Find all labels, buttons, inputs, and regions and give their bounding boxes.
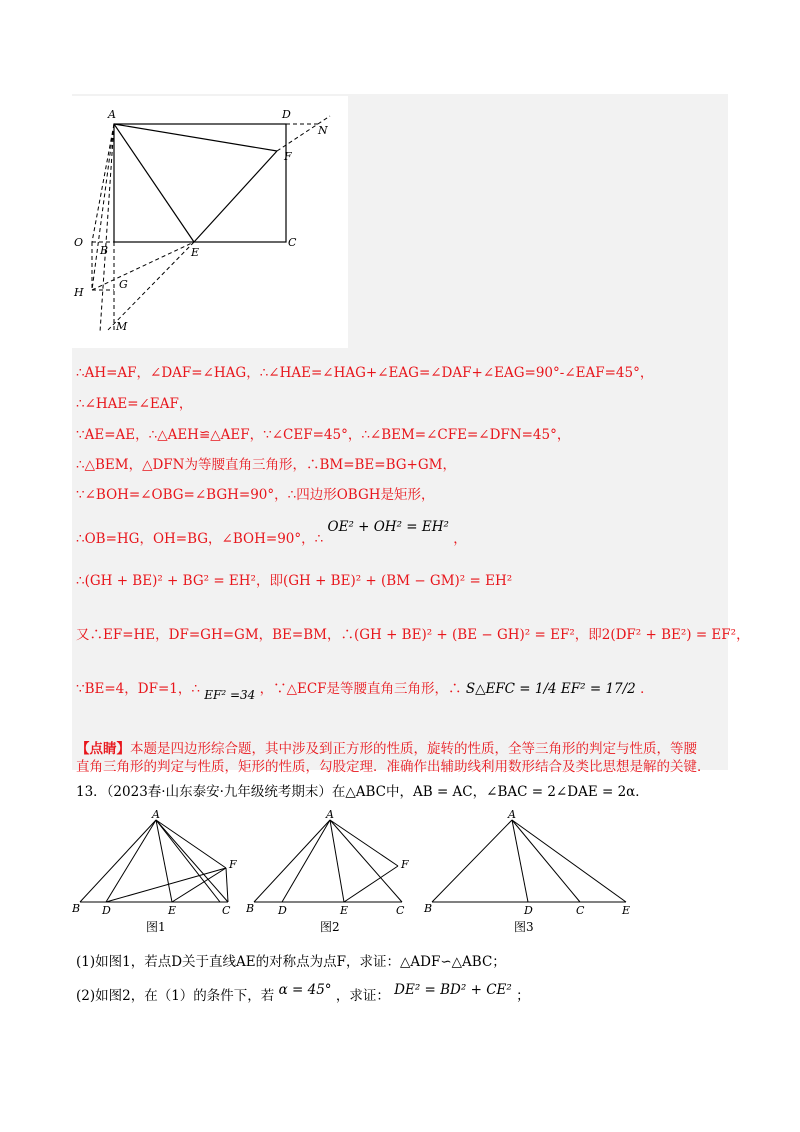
formula-area: S△EFC = 1/4 EF² = 17/2	[465, 681, 636, 697]
label-B: B	[100, 244, 109, 257]
fig1-label-B: B	[72, 902, 81, 915]
question-2-formula: DE² = BD² + CE²	[394, 982, 512, 998]
fig3-label-E: E	[622, 904, 631, 916]
comment-tag: 【点睛】	[76, 741, 130, 757]
figure-2	[246, 808, 416, 916]
fig3-label-B: B	[424, 902, 433, 915]
fig1-label-E: E	[168, 904, 177, 916]
formula-ef: EF² =34	[204, 688, 256, 702]
label-G: G	[119, 278, 128, 291]
caption-fig2: 图2	[320, 920, 340, 934]
label-F: F	[284, 150, 292, 163]
solution-line-5: ∵∠BOH=∠OBG=∠BGH=90°，∴四边形OBGH是矩形，	[76, 487, 435, 503]
solution-line-9-text: ∵BE=4，DF=1，∴	[76, 681, 200, 697]
comment-text: 本题是四边形综合题，其中涉及到正方形的性质，旋转的性质，全等三角形的判定与性质，等腰	[130, 741, 697, 757]
caption-fig1: 图1	[146, 920, 166, 934]
solution-line-1: ∴AH=AF，∠DAF=∠HAG，∴∠HAE=∠HAG+∠EAG=∠DAF+∠EAG=90°-∠EAF=45°，	[76, 365, 654, 381]
caption-fig3: 图3	[514, 920, 534, 934]
fig2-label-F: F	[401, 858, 409, 871]
fig2-label-D: D	[278, 904, 287, 916]
question-2-alpha: α = 45°	[278, 982, 332, 998]
fig2-label-A: A	[326, 808, 334, 821]
geometry-figure-top	[72, 96, 348, 348]
question-2-text-a: (2)如图2，在（1）的条件下，若	[76, 988, 275, 1004]
label-M: M	[116, 320, 128, 333]
figure-top-svg	[72, 96, 348, 348]
solution-line-6: ∴OB=HG，OH=BG，∠BOH=90°，∴ OE² + OH² = EH² ，	[76, 519, 467, 547]
solution-line-3: ∵AE=AE，∴△AEH≌△AEF，∵∠CEF=45°，∴∠BEM=∠CFE=∠DFN=45°，	[76, 427, 571, 443]
label-D: D	[282, 108, 291, 121]
label-O: O	[74, 236, 84, 249]
question-2-text-b: ，求证：	[335, 988, 390, 1004]
fig1-label-D: D	[102, 904, 111, 916]
solution-line-2: ∴∠HAE=∠EAF，	[76, 396, 193, 412]
fig2-label-E: E	[340, 904, 349, 916]
label-C: C	[288, 236, 297, 249]
question-2: (2)如图2，在（1）的条件下，若 α = 45° ，求证： DE² = BD² + CE² ；	[76, 982, 530, 1004]
solution-line-9: ∵BE=4，DF=1，∴ EF² =34 ，∵△ECF是等腰直角三角形，∴ S△EFC = 1/4 EF² = 17/2 ．	[76, 681, 654, 702]
fig2-label-C: C	[396, 904, 405, 916]
fig1-label-A: A	[152, 808, 160, 821]
fig1-label-F: F	[229, 858, 237, 871]
label-N: N	[318, 124, 328, 137]
label-A: A	[108, 108, 116, 121]
solution-line-4: ∴△BEM，△DFN为等腰直角三角形，∴BM=BE=BG+GM，	[76, 457, 456, 473]
fig1-label-C: C	[222, 904, 231, 916]
solution-line-6-text: ∴OB=HG，OH=BG，∠BOH=90°，∴	[76, 531, 324, 547]
fig3-label-C: C	[576, 904, 585, 916]
solution-line-7: ∴(GH + BE)² + BG² = EH²，即(GH + BE)² + (BM − GM)² = EH²	[76, 573, 513, 589]
label-H: H	[74, 286, 84, 299]
question-1: (1)如图1，若点D关于直线AE的对称点为点F，求证：△ADF∽△ABC；	[76, 954, 506, 970]
comment-paragraph	[76, 740, 722, 776]
formula-oe: OE² + OH² = EH²	[327, 519, 449, 535]
label-E: E	[191, 246, 200, 259]
fig3-label-A: A	[508, 808, 516, 821]
fig2-label-B: B	[246, 902, 255, 915]
solution-line-9-mid: ，∵△ECF是等腰直角三角形，∴	[259, 681, 462, 697]
comment-text-2: 直角三角形的判定与性质，矩形的性质，勾股定理．准确作出辅助线利用数形结合及类比思想是解的关键．	[76, 759, 711, 775]
problem-header: 13．（2023春·山东泰安·九年级统考期末）在△ABC中，AB = AC，∠BAC = 2∠DAE = 2α．	[76, 784, 649, 800]
figure-3	[420, 808, 635, 916]
figure-1	[72, 808, 242, 916]
fig3-label-D: D	[524, 904, 533, 916]
solution-line-8: 又∴EF=HE，DF=GH=GM，BE=BM，∴(GH + BE)² + (BE − GH)² = EF²，即2(DF² + BE²) = EF²，	[76, 627, 750, 643]
